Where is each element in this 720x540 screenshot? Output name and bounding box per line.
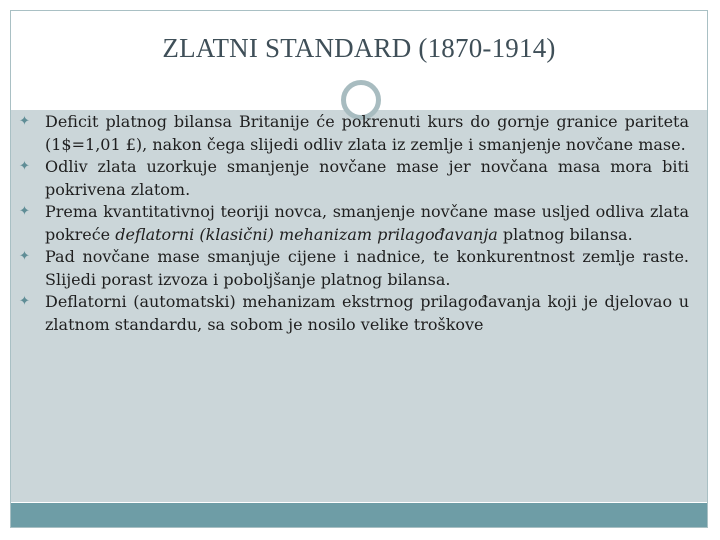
list-item bbox=[17, 201, 689, 246]
bullet-text: Prema kvantitativnoj teoriji novca, smanjenje novčane mase usljed odliva zlata pokreće bbox=[45, 202, 689, 244]
list-item bbox=[17, 246, 689, 291]
double-chevron-bullet-icon: ✦ bbox=[19, 159, 30, 174]
double-chevron-bullet-icon: ✦ bbox=[19, 204, 30, 219]
bullet-list bbox=[17, 111, 689, 336]
footer-band bbox=[11, 503, 707, 527]
list-item bbox=[17, 156, 689, 201]
bullet-text: Deficit platnog bilansa Britanije će pokrenuti kurs do gornje granice pariteta (1$=1,01 £), nakon čega slijedi odliv zlata iz zemlje i smanjenje novčane mase. bbox=[45, 112, 689, 154]
bullet-text-italic: deflatorni (klasični) mehanizam prilagođavanja bbox=[115, 224, 498, 244]
list-item bbox=[17, 111, 689, 156]
bullet-text: Odliv zlata uzorkuje smanjenje novčane mase jer novčana masa mora biti pokrivena zlatom. bbox=[45, 157, 689, 199]
double-chevron-bullet-icon: ✦ bbox=[19, 114, 30, 129]
double-chevron-bullet-icon: ✦ bbox=[19, 249, 30, 264]
bullet-text: Deflatorni (automatski) mehanizam ekstrnog prilagođavanja koji je djelovao u zlatnom standardu, sa sobom je nosilo velike troškove bbox=[45, 292, 689, 334]
bullet-text: Pad novčane mase smanjuje cijene i nadnice, te konkurentnost zemlje raste. Slijedi porast izvoza i poboljšanje platnog bilansa. bbox=[45, 247, 689, 289]
slide-title: ZLATNI STANDARD (1870-1914) bbox=[162, 33, 556, 63]
list-item bbox=[17, 291, 689, 336]
bullet-text: platnog bilansa. bbox=[497, 224, 633, 244]
slide bbox=[10, 10, 708, 528]
double-chevron-bullet-icon: ✦ bbox=[19, 294, 30, 309]
